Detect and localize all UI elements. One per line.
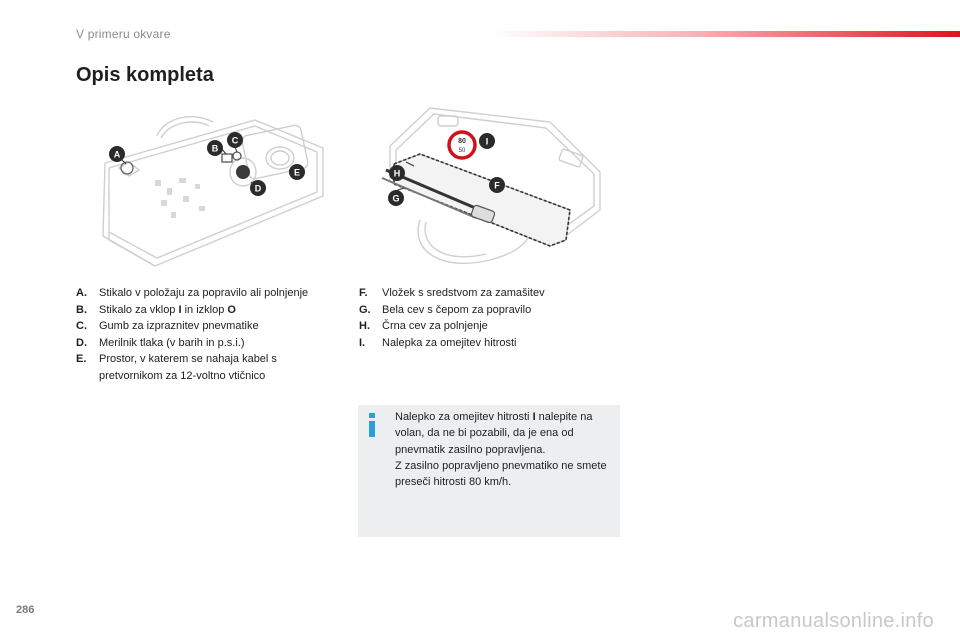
list-item: E. Prostor, v katerem se nahaja kabel s pretvornikom za 12-voltno vtičnico: [76, 353, 277, 382]
callout-D: D: [254, 183, 262, 194]
callout-B: B: [211, 143, 219, 154]
list-item: G. Bela cev s čepom za popravilo: [359, 303, 532, 316]
header-accent-bar: [490, 31, 960, 37]
list-item: B. Stikalo za vklop I in izklop O: [76, 303, 236, 316]
callout-G: G: [392, 193, 400, 204]
info-icon: [367, 413, 377, 437]
list-item: D. Merilnik tlaka (v barih in p.s.i.): [76, 336, 245, 349]
info-text: Nalepko za omejitev hitrosti I nalepite na volan, da ne bi pozabili, da je ena od pnevmatik zasilno popravljena. Z zasilno popravljeno pnevmatiko ne smete preseči hitrosti 80 km/h.: [395, 411, 607, 489]
list-item: H. Črna cev za polnjenje: [359, 320, 488, 332]
list-item: A. Stikalo v položaju za popravilo ali polnjenje: [76, 287, 309, 299]
page-number: 286: [16, 604, 35, 616]
speed-sticker-bottom: 50: [458, 148, 466, 154]
callout-H: H: [393, 168, 401, 179]
callout-I: I: [485, 136, 489, 147]
watermark: carmanualsonline.info: [733, 610, 934, 632]
callout-E: E: [293, 167, 301, 178]
callout-A: A: [113, 149, 121, 160]
chapter-title: V primeru okvare: [76, 27, 171, 41]
legend-list-left: [76, 285, 346, 384]
kit-bottom-illustration: [380, 100, 610, 275]
callout-C: C: [231, 135, 239, 146]
callout-F: F: [494, 180, 500, 191]
list-item: C. Gumb za izpraznitev pnevmatike: [76, 320, 259, 332]
info-box: [358, 405, 620, 537]
legend-list-right: [359, 285, 629, 351]
page-title: Opis kompleta: [76, 64, 214, 86]
list-item: I. Nalepka za omejitev hitrosti: [359, 336, 517, 349]
speed-sticker-top: 80: [458, 138, 466, 145]
kit-top-illustration: [95, 108, 335, 273]
list-item: F. Vložek s sredstvom za zamašitev: [359, 287, 545, 299]
